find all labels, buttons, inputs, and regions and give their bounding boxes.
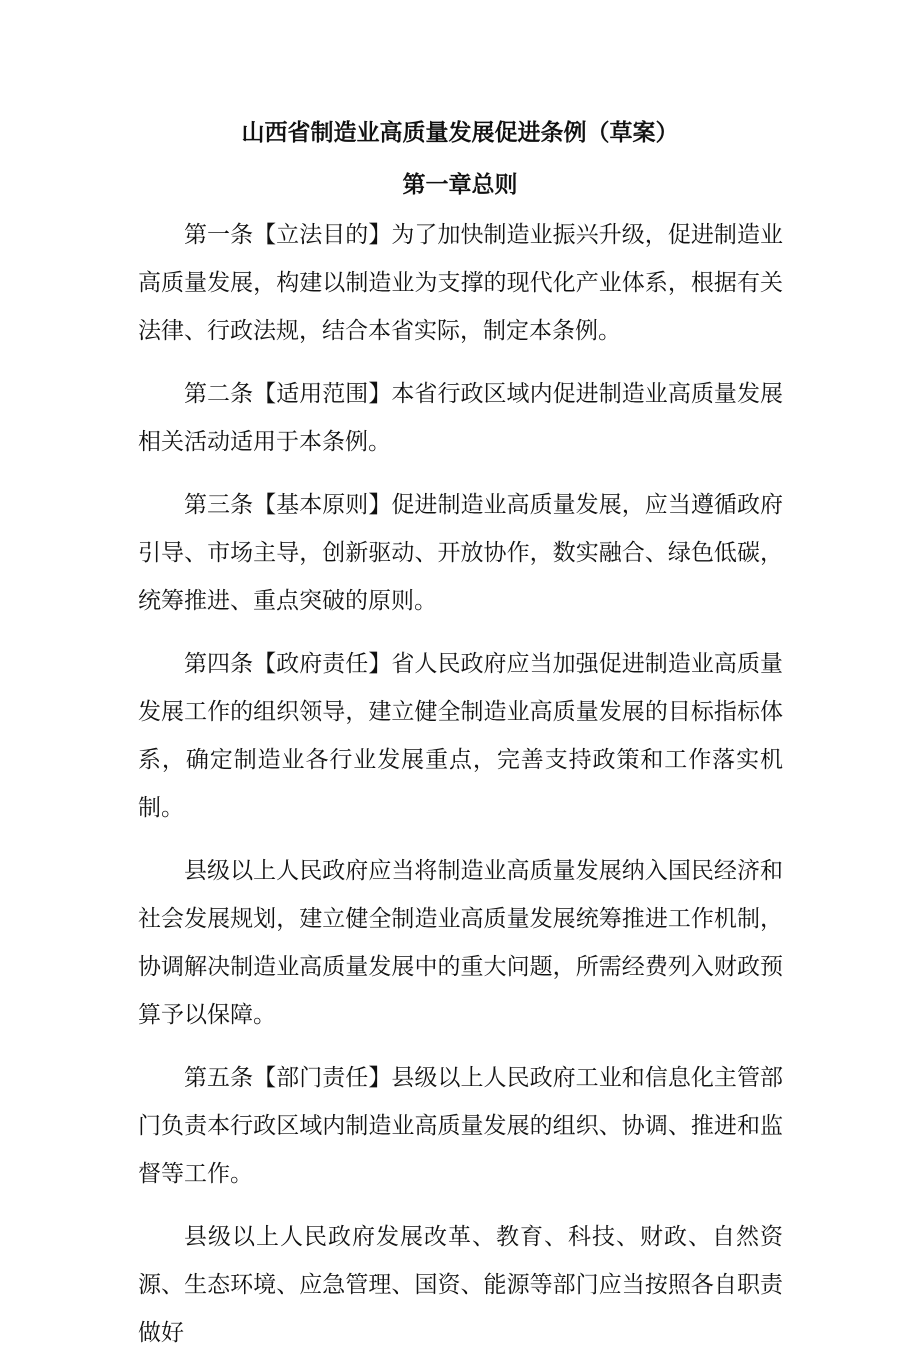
article-1-paragraph: 第一条【立法目的】为了加快制造业振兴升级，促进制造业高质量发展，构建以制造业为支撑的现代化产业体系，根据有关法律、行政法规，结合本省实际，制定本条例。 [138,222,783,344]
chapter-title: 第一章总则 [402,172,518,198]
paragraph-gap [138,625,783,640]
document-body [138,211,783,1357]
document-title: 山西省制造业高质量发展促进条例（草案） [241,120,679,146]
article-4-paragraph: 第四条【政府责任】省人民政府应当加强促进制造业高质量发展工作的组织领导，建立健全制造业高质量发展的目标指标体系，确定制造业各行业发展重点，完善支持政策和工作落实机制。 [138,651,783,821]
article-5-subparagraph: 县级以上人民政府发展改革、教育、科技、财政、自然资源、生态环境、应急管理、国资、能源等部门应当按照各自职责做好 [138,1224,783,1346]
paragraph-gap [138,466,783,481]
paragraph-gap [138,1039,783,1054]
article-4-subparagraph: 县级以上人民政府应当将制造业高质量发展纳入国民经济和社会发展规划，建立健全制造业高质量发展统筹推进工作机制，协调解决制造业高质量发展中的重大问题，所需经费列入财政预算予以保障。 [138,858,783,1028]
article-3-paragraph: 第三条【基本原则】促进制造业高质量发展，应当遵循政府引导、市场主导，创新驱动、开放协作，数实融合、绿色低碳，统筹推进、重点突破的原则。 [138,492,783,614]
paragraph-gap [138,1198,783,1213]
article-2-paragraph: 第二条【适用范围】本省行政区域内促进制造业高质量发展相关活动适用于本条例。 [138,381,783,455]
article-5-paragraph: 第五条【部门责任】县级以上人民政府工业和信息化主管部门负责本行政区域内制造业高质量发展的组织、协调、推进和监督等工作。 [138,1065,783,1187]
paragraph-gap [138,832,783,847]
paragraph-gap [138,355,783,370]
